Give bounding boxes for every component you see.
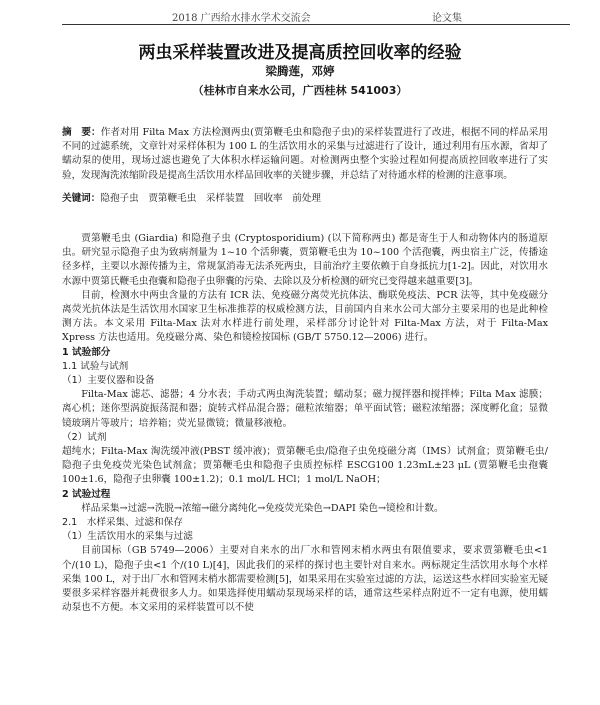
paragraph-sampling: 目前国标（GB 5749—2006）主要对自来水的出厂水和管网末梢水两虫有限值要求，要求贾第鞭毛虫<1 个/(10 L)，隐孢子虫<1 个/(10 L)[4]，因此我们的采样的探讨也主要针对自来水。两标规定生活饮用水每个水样采集 100 L，对于出厂水和管网末梢水都需要检测[5]，如果采用在实验室过滤的方法，运送这些水样回实验室无疑要很多采样容器并耗费很多人力。如果选择使用蠕动泵现场采样的话，通常这些采样点附近不一定有电源，使用蠕动泵也不方便。本文采用的采样装置可以不使 (62, 545, 548, 614)
paper-title: 两虫采样装置改进及提高质控回收率的经验 (138, 43, 462, 63)
section-heading-2-1: 2.1 水样采集、过滤和保存 (62, 517, 183, 529)
abstract (62, 126, 548, 183)
keywords-label: 关键词： (62, 193, 101, 204)
abstract-label: 摘 要： (62, 127, 101, 138)
paragraph-intro: 贾第鞭毛虫 (Giardia) 和隐孢子虫 (Cryptosporidium) (以下简称两虫) 都是寄生于人和动物体内的肠道原虫。研究显示隐孢子虫为致病剂量为 1~10 个活卵囊，贾第鞭毛虫为 10~100 个活孢囊，两虫宿主广泛，传播途径多样，主要以水源传播为主，常规氯消毒无法杀死两虫，目前治疗主要依赖于自身抵抗力[1-2]。因此，对饮用水水源中贾第氏鞭毛虫孢囊和隐孢子虫卵囊的污染、去除以及分析检测的研究已变得越来越重要[3]。 (62, 233, 548, 287)
running-header (62, 6, 570, 25)
paper-authors: 梁腾莲，邓婷 (265, 64, 335, 78)
paragraph-methods-overview: 目前，检测水中两虫含量的方法有 ICR 法、免疫磁分离荧光抗体法、酶联免疫法、PCR 法等，其中免疫磁分离荧光抗体法是生活饮用水国家卫生标准推荐的权威检测方法，目前国内自来水公司大部分主要采用的也是此种检测方法。本文采用 Filta-Max 法对水样进行前处理，采样部分讨论针对 Filta-Max 方法，对于 Filta-Max Xpress 方法也适用。免疫磁分离、染色和镜检按国标 (GB/T 5750.12—2006) 进行。 (62, 289, 548, 344)
section-heading-1: 1 试验部分 (62, 346, 111, 358)
abstract-text: 作者对用 Filta Max 方法检测两虫(贾第鞭毛虫和隐孢子虫)的采样装置进行了改进，根据不同的样品采用不同的过滤系统，文章针对采样体积为 100 L 的生活饮用水的采集与过滤进行了设计，通过利用有压水源，省却了蠕动泵的使用，现场过滤也避免了大体积水样运输问题。对检测两虫整个实验过程如何提高质控回收率进行了实验，发现淘洗浓缩阶段是提高生活饮用水样品回收率的关键步骤，并总结了对待通水样的检测的注意事项。 (62, 127, 548, 181)
section-heading-2: 2 试验过程 (62, 488, 111, 500)
keywords-text: 隐孢子虫 贾第鞭毛虫 采样装置 回收率 前处理 (100, 193, 322, 204)
section-heading-1-1-1: （1）主要仪器和设备 (62, 375, 155, 387)
paragraph-process-flow: 样品采集→过滤→洗脱→浓缩→磁分离纯化→免疫荧光染色→DAPI 染色→镜检和计数。 (81, 502, 444, 514)
paragraph-reagents: 超纯水；Filta-Max 淘洗缓冲液(PBST 缓冲液)；贾第鞭毛虫/隐孢子虫免疫磁分离（IMS）试剂盒；贾第鞭毛虫/隐孢子虫免疫荧光染色试剂盒；贾第鞭毛虫和隐孢子虫质控标样 ESCG100 1.23mL±23 μL (贾第鞭毛虫孢囊 100±1.6，隐孢子虫卵囊 100±1.2)；0.1 mol/L HCl；1 mol/L NaOH； (62, 446, 548, 486)
section-heading-1-1-2: （2）试剂 (62, 431, 107, 443)
running-header-right: 论文集 (432, 13, 462, 24)
body-text (62, 232, 548, 615)
running-header-left: 2018 广西给水排水学术交流会 (172, 13, 311, 24)
paragraph-equipment: Filta-Max 滤芯、滤器；4 分水表；手动式两虫淘洗装置；蠕动泵；磁力搅拌器和搅拌棒；Filta Max 滤膜；离心机；迷你型涡旋振荡混和器；旋转式样品混合器；磁粒浓缩器；单平面试管；磁粒浓缩器；深度孵化盒；显微镜玻璃片等玻片；培养箱；荧光显微镜；微量移液枪。 (62, 389, 548, 429)
paper-affiliation: （桂林市自来水公司，广西桂林 541003） (192, 84, 408, 97)
section-heading-2-1-1: （1）生活饮用水的采集与过滤 (62, 531, 193, 543)
keywords (62, 192, 548, 206)
section-heading-1-1: 1.1 试验与试剂 (62, 360, 129, 372)
